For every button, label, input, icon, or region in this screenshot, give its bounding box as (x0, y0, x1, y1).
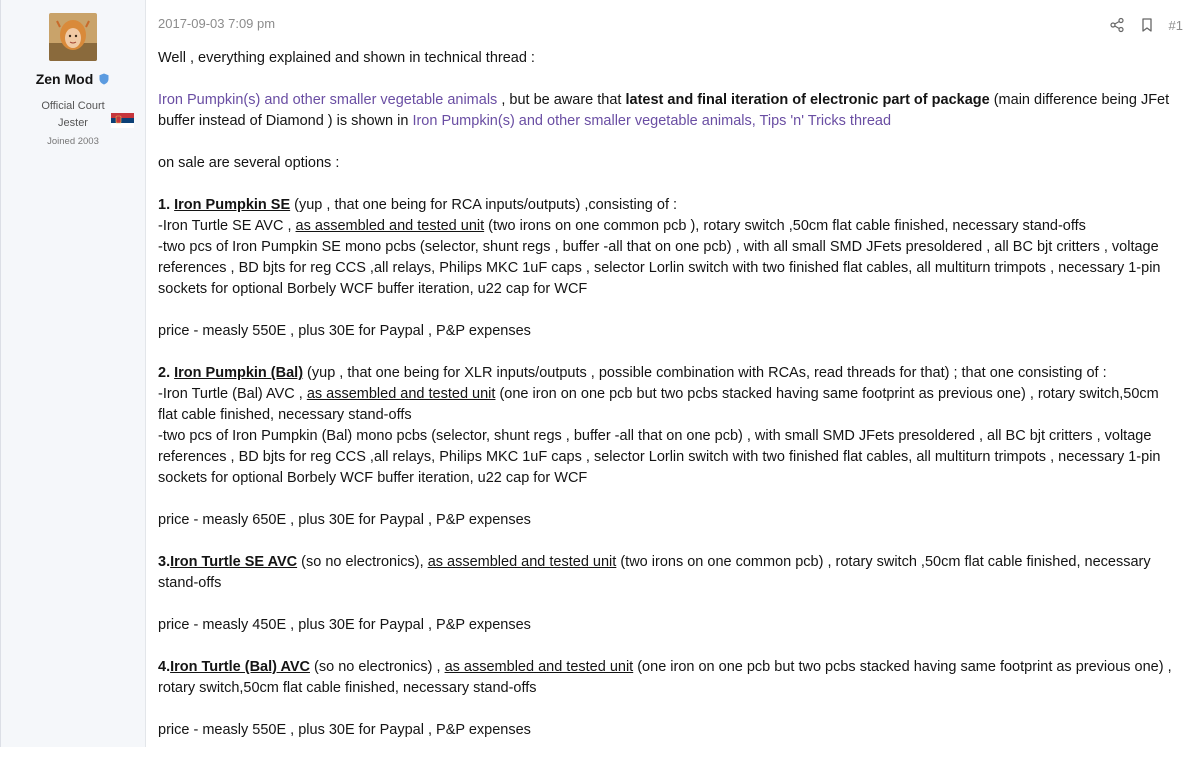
join-date: Joined 2003 (47, 136, 99, 147)
username-text: Zen Mod (35, 71, 94, 87)
price-1: price - measly 550E , plus 30E for Paypal , P&P expenses (158, 323, 531, 339)
text: -Iron Turtle SE AVC , (158, 218, 296, 234)
user-title (28, 98, 118, 132)
option-1 (158, 195, 1182, 300)
text: , but be aware that (497, 92, 626, 108)
text: (main difference being JFet buffer instead of Diamond ) is shown in (158, 92, 1170, 129)
option-number: 4. (158, 659, 171, 675)
username[interactable] (36, 71, 111, 87)
option-3 (158, 552, 1182, 594)
post-body (158, 48, 1182, 762)
technical-thread-link[interactable]: Iron Pumpkin(s) and other smaller vegetable animals (158, 92, 498, 108)
option-number: 3. (158, 554, 171, 570)
option-name: Iron Turtle SE AVC (170, 554, 298, 570)
price-2: price - measly 650E , plus 30E for Paypal , P&P expenses (158, 512, 531, 528)
option-4 (158, 657, 1182, 699)
option-name: Iron Turtle (Bal) AVC (170, 659, 310, 675)
option-name: Iron Pumpkin SE (174, 197, 291, 213)
option-name: Iron Pumpkin (Bal) (174, 365, 304, 381)
user-info-panel (1, 0, 146, 747)
serbia-flag-icon (111, 113, 134, 128)
bold-text: latest and final iteration of electronic part of package (625, 92, 990, 108)
option-number: 1. (158, 197, 175, 213)
text: (so no electronics) , (310, 659, 445, 675)
post-paragraph-threads (158, 90, 1182, 132)
option-2 (158, 363, 1182, 489)
price-3: price - measly 450E , plus 30E for Paypal , P&P expenses (158, 617, 531, 633)
user-title-line2: Jester (58, 117, 88, 129)
text: (two irons on one common pcb ), rotary switch ,50cm flat cable finished, necessary stand-offs (484, 218, 1086, 234)
option-number: 2. (158, 365, 175, 381)
post-number[interactable]: #1 (1168, 17, 1183, 33)
text: (one iron on one pcb but two pcbs stacked having same footprint as previous one) , rotary switch,50cm flat cable finished, necessary stand-offs (158, 659, 1172, 696)
assembled-text: as assembled and tested unit (295, 218, 485, 234)
user-title-line1: Official Court (41, 100, 105, 112)
price-4: price - measly 550E , plus 30E for Paypal , P&P expenses (158, 722, 531, 738)
text: -two pcs of Iron Pumpkin (Bal) mono pcbs (selector, shunt regs , buffer -all that on one pcb) , with small SMD JFets presoldered , all BC bjt critters , voltage references , BD bjts for reg CCS ,all relays, Philips MKC 1uF caps , selector Lorlin switch with two finished flat cables, all multiturn trimpots , necessary 1-pin sockets for optional Borbely WCF buffer iteration, u22 cap for WCF (158, 428, 1161, 486)
verified-badge-icon (98, 73, 110, 85)
text: (two irons on one common pcb) , rotary switch ,50cm flat cable finished, necessary stand-offs (158, 554, 1151, 591)
text: (yup , that one being for RCA inputs/outputs) ,consisting of : (290, 197, 678, 213)
post-date[interactable]: 2017-09-03 7:09 pm (158, 16, 276, 31)
assembled-text: as assembled and tested unit (427, 554, 617, 570)
post-actions (1109, 17, 1183, 33)
text: -two pcs of Iron Pumpkin SE mono pcbs (selector, shunt regs , buffer -all that on one pcb) , with all small SMD JFets presoldered , all BC bjt critters , voltage references , BD bjts for reg CCS ,all relays, Philips MKC 1uF caps , selector Lorlin switch with two finished flat cables, all multiturn trimpots , necessary 1-pin sockets for optional Borbely WCF buffer iteration, u22 cap for WCF (158, 239, 1161, 297)
on-sale-text: on sale are several options : (158, 155, 340, 171)
bookmark-icon[interactable] (1139, 17, 1155, 33)
avatar[interactable] (49, 13, 97, 61)
tips-thread-link[interactable]: Iron Pumpkin(s) and other smaller vegetable animals, Tips 'n' Tricks thread (412, 113, 892, 129)
text: (so no electronics), (297, 554, 428, 570)
assembled-text: as assembled and tested unit (444, 659, 634, 675)
post-intro: Well , everything explained and shown in technical thread : (158, 50, 535, 66)
text: (one iron on one pcb but two pcbs stacked having same footprint as previous one) , rotary switch,50cm flat cable finished, necessary stand-offs (158, 386, 1159, 423)
text: (yup , that one being for XLR inputs/outputs , possible combination with RCAs, read threads for that) ; that one consisting of : (303, 365, 1107, 381)
text: -Iron Turtle (Bal) AVC , (158, 386, 307, 402)
share-icon[interactable] (1109, 17, 1125, 33)
post-content-area (146, 0, 1193, 747)
assembled-text: as assembled and tested unit (306, 386, 496, 402)
